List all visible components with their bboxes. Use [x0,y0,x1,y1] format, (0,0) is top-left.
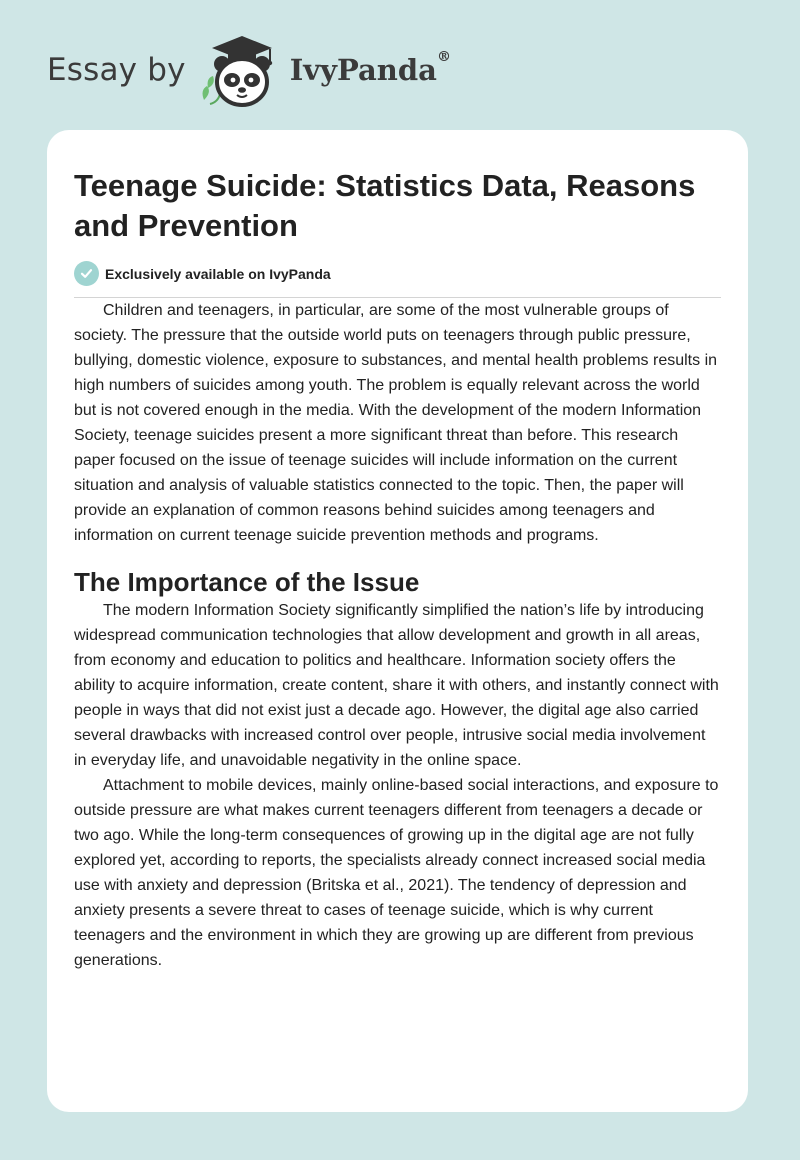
article-card [47,130,748,1112]
panda-graduate-icon[interactable] [198,30,286,110]
section-paragraph-2: Attachment to mobile devices, mainly online-based social interactions, and exposure to outside pressure are what makes current teenagers different from teenagers a decade or two ago. While the long-term consequences of growing up in the digital age are not fully explored yet, according to reports, the specialists already connect increased social media use with anxiety and depression (Britska et al., 2021). The tendency of depression and anxiety presents a severe threat to cases of teenage suicide, which is why current teenagers and the environment in which they are growing up are different from previous generations. [74,777,719,969]
section-heading: The Importance of the Issue [74,567,420,597]
section-paragraph-1: The modern Information Society significantly simplified the nation’s life by introducing widespread communication technologies that allow development and growth in all areas, from economy and education to politics and healthcare. Information society offers the ability to acquire information, create content, share it with others, and instantly connect with people in ways that did not exist just a decade ago. However, the digital age also carried several drawbacks with increased control over people, intrusive social media involvement in everyday life, and unavoidable negativity in the online space. [74,602,719,769]
essay-by-label: Essay by [47,52,186,88]
check-circle-icon [74,261,99,286]
registered-mark: ® [436,49,451,65]
intro-paragraph: Children and teenagers, in particular, are some of the most vulnerable groups of society. The pressure that the outside world puts on teenagers through public pressure, bullying, domestic violence, exposure to substances, and mental health problems results in high numbers of suicides among youth. The problem is equally relevant across the world but is not covered enough in the media. With the development of the modern Information Society, teenage suicides present a more significant threat than before. This research paper focused on the issue of teenage suicides will include information on the current situation and analysis of valuable statistics connected to the topic. Then, the paper will provide an explanation of common reasons behind suicides among teenagers and information on current teenage suicide prevention methods and programs. [74,302,718,544]
exclusive-label: Exclusively available on IvyPanda [105,265,331,282]
site-header [47,30,451,110]
exclusive-badge [74,261,721,298]
page-title: Teenage Suicide: Statistics Data, Reasons and Prevention [74,168,696,243]
brand-name[interactable]: IvyPanda® [289,49,451,87]
